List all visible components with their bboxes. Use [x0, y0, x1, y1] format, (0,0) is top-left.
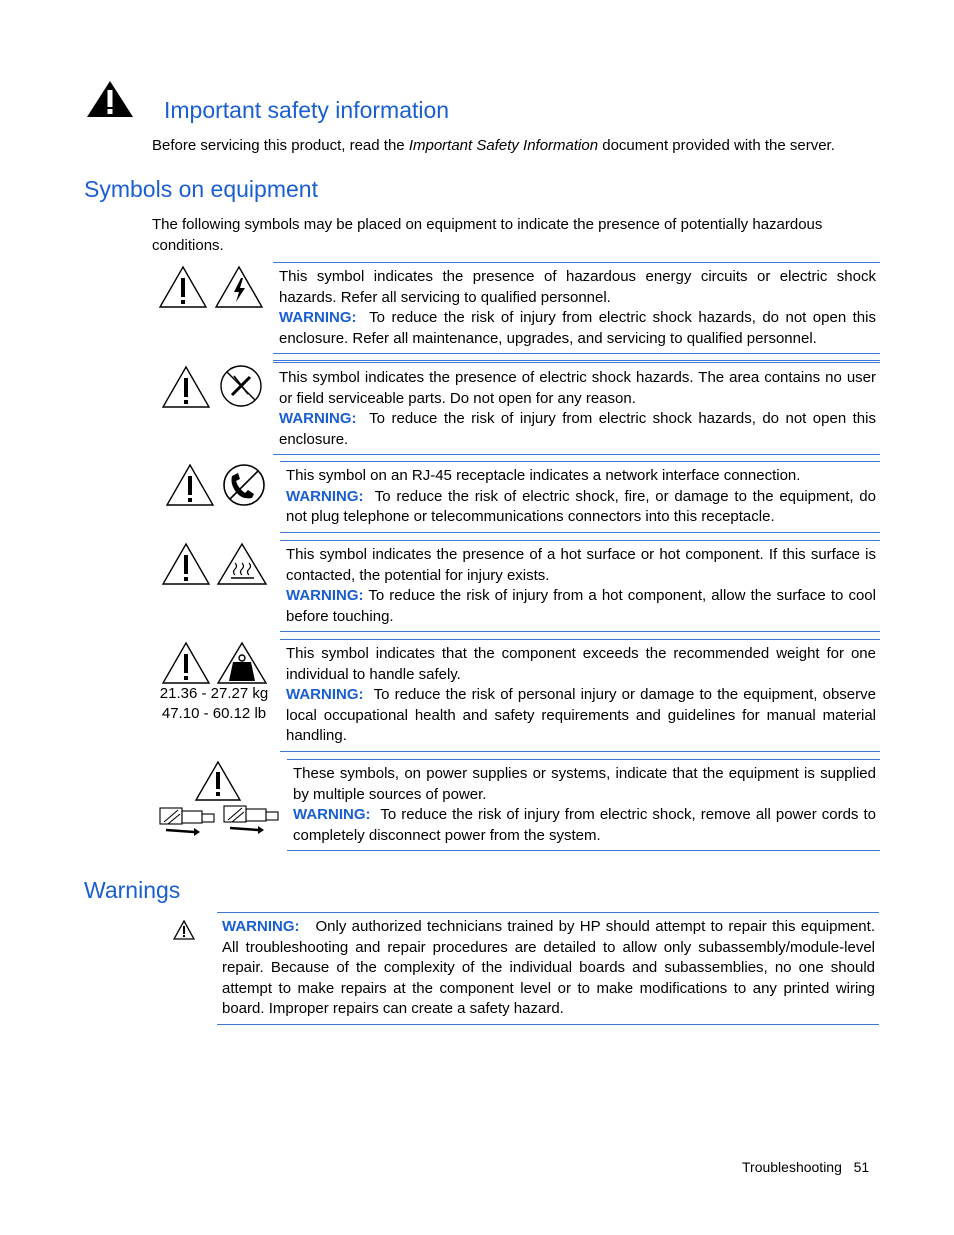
symbol-description: These symbols, on power supplies or systems, indicate that the equipment is supplied by multiple sources of power.: [293, 765, 876, 803]
symbol-row-icons: [156, 760, 282, 840]
warning-weight-icons: [162, 640, 270, 686]
warning-hot-surface-icons: [162, 541, 270, 587]
warning-text: To reduce the risk of electric shock, fire, or damage to the equipment, do not plug telephone or telecommunications connectors into this receptacle.: [286, 487, 876, 525]
symbol-row: [287, 759, 880, 851]
warning-no-tools-icons: [162, 364, 268, 410]
weight-kg: 21.36 - 27.27 kg: [159, 685, 269, 702]
symbol-row-icons: [162, 541, 270, 587]
safety-text-before: Before servicing this product, read the: [152, 137, 409, 154]
warning-label: WARNING:: [222, 918, 300, 935]
symbol-description: This symbol indicates the presence of a hot surface or hot component. If this surface is contacted, the potential for injury exists.: [286, 546, 876, 584]
warning-label: WARNING:: [293, 806, 371, 823]
symbol-row: [280, 540, 880, 632]
symbol-description: This symbol indicates the presence of hazardous energy circuits or electric shock hazards. Refer all servicing to qualified personnel.: [279, 268, 876, 306]
symbol-description: This symbol indicates that the component exceeds the recommended weight for one individual to handle safely.: [286, 645, 876, 683]
warning-block: [217, 912, 879, 1025]
symbol-row-icons: [162, 640, 270, 686]
warning-text: To reduce the risk of personal injury or damage to the equipment, observe local occupational health and safety requirements and guidelines for manual material handling.: [286, 686, 876, 744]
warning-text: To reduce the risk of injury from a hot component, allow the surface to cool before touching.: [286, 587, 876, 625]
footer-section: Troubleshooting: [742, 1159, 842, 1175]
warning-text: To reduce the risk of injury from electric shock, remove all power cords to completely disconnect power from the system.: [293, 806, 876, 844]
symbol-row-icons: [158, 264, 268, 310]
warning-power-sources-icons: [156, 760, 282, 840]
symbol-row: [273, 262, 880, 354]
page-footer: [742, 1159, 869, 1175]
small-warning-icon: [173, 920, 195, 940]
warning-text: To reduce the risk of injury from electric shock hazards, do not open this enclosure.: [279, 410, 876, 448]
symbol-description: This symbol indicates the presence of electric shock hazards. The area contains no user or field serviceable parts. Do not open for any reason.: [279, 369, 876, 407]
symbol-description: This symbol on an RJ-45 receptacle indicates a network interface connection.: [286, 467, 801, 484]
safety-doc-title: Important Safety Information: [408, 137, 599, 154]
warning-text: Only authorized technicians trained by HP should attempt to repair this equipment. All troubleshooting and repair procedures are detailed to allow only subassembly/module-level repair. Because of the complexity of the individual boards and subassemblies, no one should attempt to make repairs at the component level or to make modifications to any printed wiring board. Improper repairs can create a safety hazard.: [222, 918, 875, 1017]
weight-range: [146, 684, 282, 724]
warning-label: WARNING:: [279, 309, 357, 326]
symbol-row: [280, 461, 880, 533]
warning-text: To reduce the risk of injury from electric shock hazards, do not open this enclosure. Refer all maintenance, upgrades, and servicing to qualified personnel.: [279, 309, 876, 347]
safety-text-after: document provided with the server.: [598, 137, 835, 154]
warning-label: WARNING:: [286, 487, 364, 505]
weight-lb: 47.10 - 60.12 lb: [161, 705, 267, 722]
symbols-intro: The following symbols may be placed on equipment to indicate the presence of potentially hazardous conditions.: [152, 216, 823, 254]
symbol-row-icons: [166, 462, 270, 508]
symbol-row: [273, 360, 880, 455]
warning-label: WARNING:: [279, 410, 357, 427]
symbol-row: [280, 639, 880, 752]
safety-text: [152, 136, 872, 157]
symbol-row-icons: [162, 364, 268, 410]
warnings-title: Warnings: [84, 877, 181, 903]
safety-title: Important safety information: [164, 97, 450, 123]
warning-no-telephone-icons: [166, 462, 270, 508]
page-number: 51: [853, 1159, 870, 1175]
warning-label: WARNING:: [286, 587, 364, 604]
warning-label: WARNING:: [286, 686, 364, 703]
large-warning-icon: [86, 80, 134, 118]
symbols-title: Symbols on equipment: [84, 176, 318, 202]
warning-lightning-icons: [158, 264, 268, 310]
